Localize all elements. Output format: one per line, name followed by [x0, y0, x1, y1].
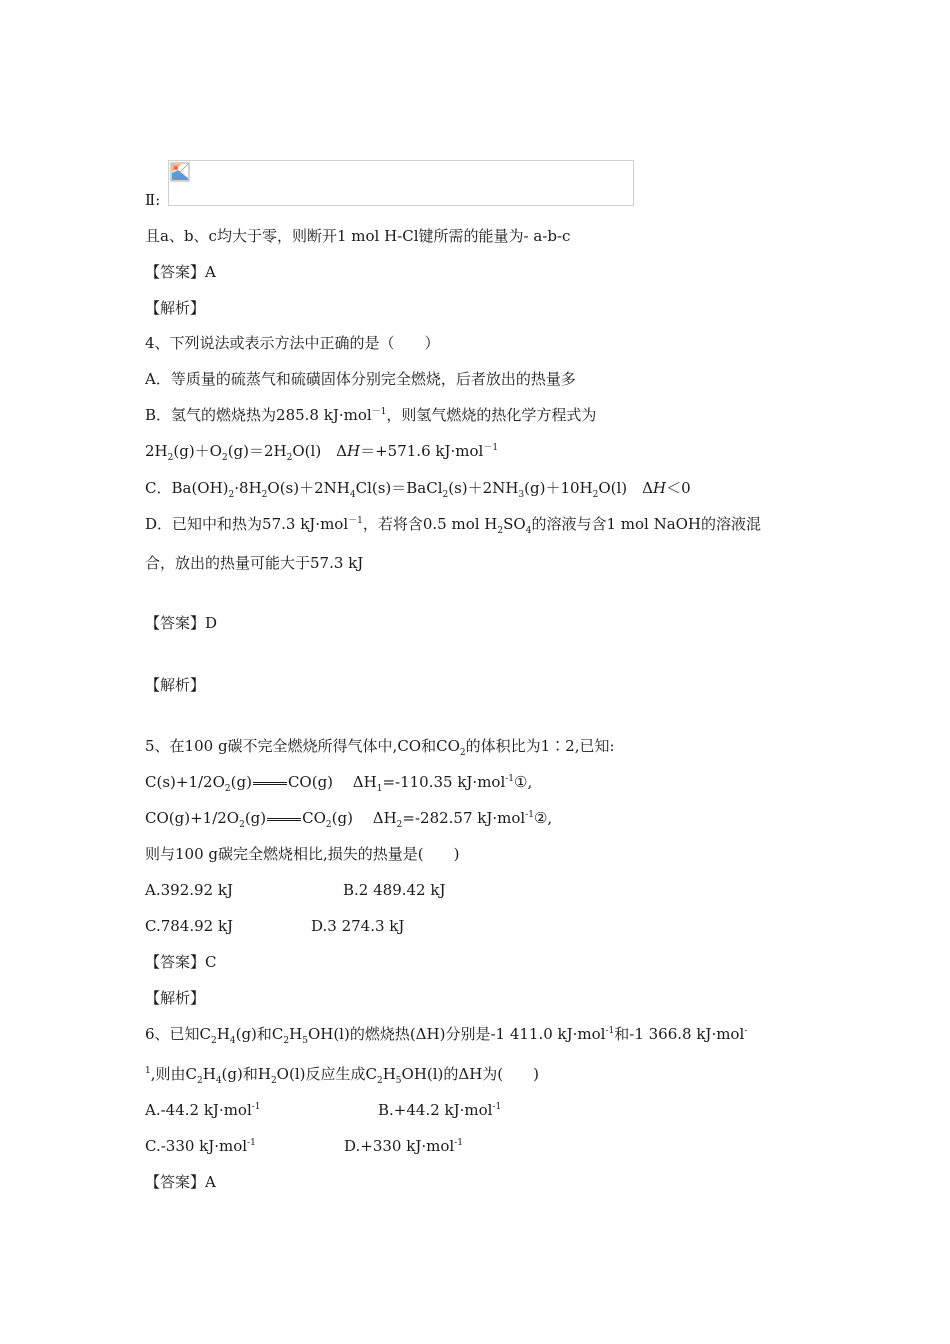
- q3-analysis: 【解析】: [145, 299, 206, 317]
- q4-option-b: B．氢气的燃烧热为285.8 kJ·mol$^{-1}$，则氢气燃烧的热化学方程式为: [145, 406, 597, 424]
- q6-option-b: B.+44.2 kJ·mol$^{-1}$: [378, 1101, 502, 1119]
- q5-equation-1: $C(s)+1/2O_2(g)$ CO(g) $\Delta H_1=-110.35$ kJ·mol$^{-1}$①,: [145, 773, 533, 794]
- q5-stem: 5、在100 g碳不完全燃烧所得气体中,CO和$CO_2$的体积比为1∶2,已知:: [145, 737, 615, 758]
- q4-option-d-continued: 合，放出的热量可能大于57.3 kJ: [145, 554, 364, 572]
- q5-option-b: B.2 489.42 kJ: [343, 881, 446, 899]
- q4-option-a: A．等质量的硫蒸气和硫磺固体分别完全燃烧，后者放出的热量多: [145, 370, 576, 388]
- q6-answer: 【答案】A: [145, 1173, 216, 1191]
- q6-stem: 6、已知$C_2H_4(g)$和$C_2H_5OH(l)$的燃烧热(ΔH)分别是-1 411.0 kJ·mol$^{-1}$和-1 366.8 kJ·mol-: [145, 1025, 748, 1046]
- broken-image-icon: [170, 162, 190, 182]
- q4-answer: 【答案】D: [145, 614, 218, 632]
- q4-option-d: D．已知中和热为57.3 kJ·mol$^{-1}$，若将含0.5 mol $H_2SO_4$的溶液与含1 mol NaOH的溶液混: [145, 515, 762, 536]
- q6-option-c: C.-330 kJ·mol$^{-1}$: [145, 1137, 256, 1155]
- q6-option-a: A.-44.2 kJ·mol$^{-1}$: [145, 1101, 261, 1119]
- q5-equation-2: $CO(g)+1/2O_2(g)$ $CO_2(g)$ $\Delta H_2=-282.57$ kJ·mol$^{-1}$②,: [145, 809, 553, 830]
- q6-stem-continued: $^1$,则由$C_2H_4(g)$和$H_2O(l)$反应生成$C_2H_5OH(l)$的ΔH为( ): [145, 1065, 540, 1086]
- q5-answer: 【答案】C: [145, 953, 217, 971]
- q5-option-d: D.3 274.3 kJ: [311, 917, 405, 935]
- q5-option-a: A.392.92 kJ: [145, 881, 233, 899]
- q5-analysis: 【解析】: [145, 989, 206, 1007]
- q4-option-c: C．$Ba(OH)_2\cdot 8H_2O(s)+2NH_4Cl(s)=BaCl_2(s)+2NH_3(g)+10H_2O(l)$ ΔH＜0: [145, 479, 691, 500]
- formula-image-placeholder: [168, 160, 634, 206]
- q4-option-b-equation: $2H_2(g)+O_2(g)=2H_2O(l)$ ΔH＝+571.6 kJ·mol$^{-1}$: [145, 442, 499, 463]
- q3-condition: 且a、b、c均大于零，则断开1 mol H-Cl键所需的能量为- a-b-c: [145, 227, 571, 245]
- q4-stem: 4、下列说法或表示方法中正确的是（ ）: [145, 334, 440, 352]
- q3-answer: 【答案】A: [145, 263, 216, 281]
- q6-option-d: D.+330 kJ·mol$^{-1}$: [344, 1137, 463, 1155]
- roman-numeral-label: Ⅱ:: [145, 191, 161, 209]
- q5-option-c: C.784.92 kJ: [145, 917, 234, 935]
- q4-analysis: 【解析】: [145, 676, 206, 694]
- q5-question: 则与100 g碳完全燃烧相比,损失的热量是( ): [145, 845, 460, 863]
